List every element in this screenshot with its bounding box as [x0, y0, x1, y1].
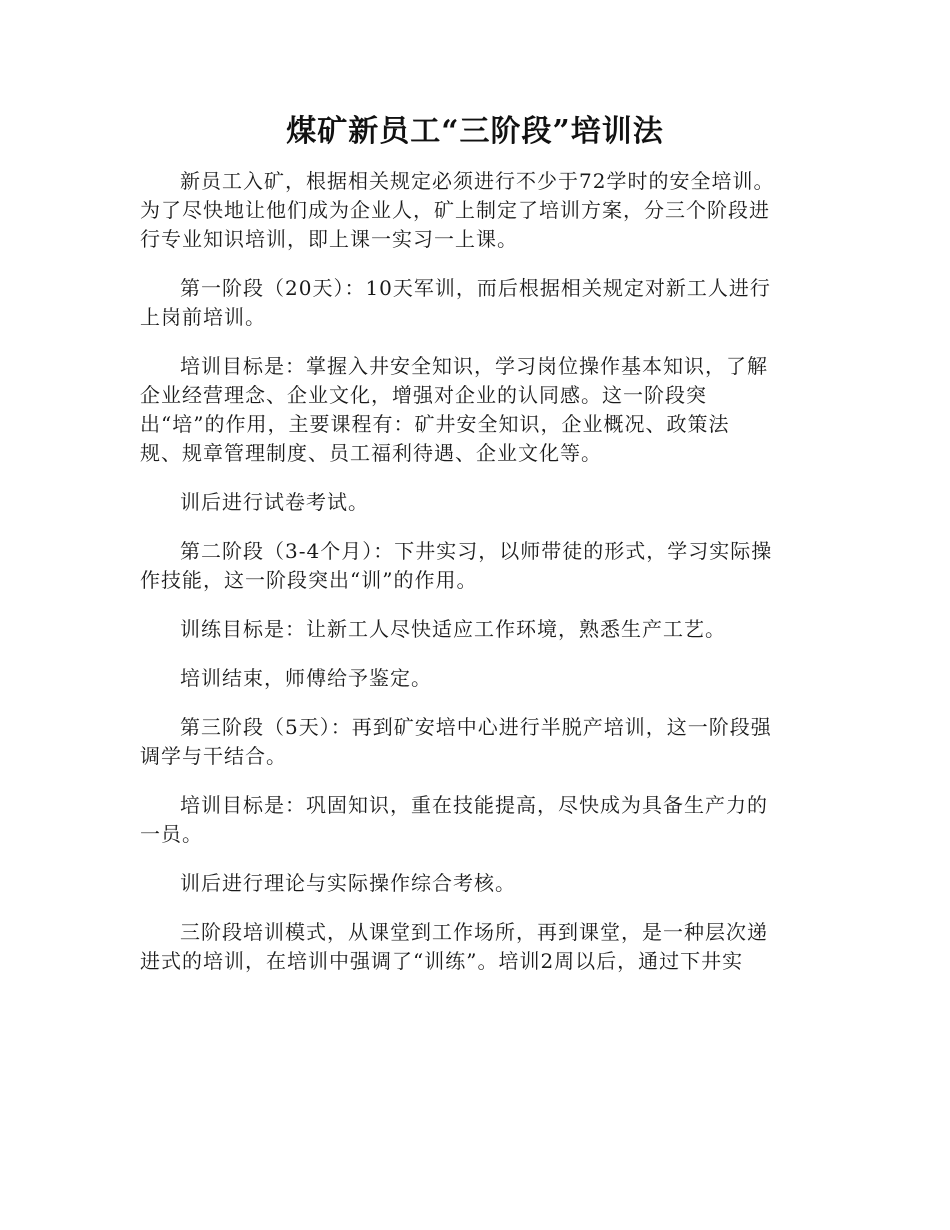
paragraph-line: 为了尽快地让他们成为企业人，矿上制定了培训方案，分三个阶段进: [140, 198, 770, 222]
page-title: 煤矿新员工“三阶段”培训法: [286, 114, 664, 149]
paragraph-line: 训练目标是：让新工人尽快适应工作环境，熟悉生产工艺。: [180, 617, 726, 641]
document-body: [140, 167, 820, 996]
paragraph-stage-one-goal: [140, 352, 820, 468]
paragraph-line: 三阶段培训模式，从课堂到工作场所，再到课堂，是一种层次递: [180, 920, 768, 944]
paragraph-stage-two-goal: [140, 615, 820, 644]
paragraph-line: 新员工入矿，根据相关规定必须进行不少于72学时的安全培训。: [180, 169, 775, 193]
paragraph-line: 第三阶段（5天）：再到矿安培中心进行半脱产培训，这一阶段强: [180, 715, 772, 739]
paragraph-intro: [140, 167, 820, 254]
paragraph-line: 规、规章管理制度、员工福利待遇、企业文化等。: [140, 441, 602, 465]
paragraph-line: 出“培”的作用，主要课程有：矿井安全知识，企业概况、政策法: [140, 412, 730, 436]
paragraph-stage-two: [140, 537, 820, 595]
paragraph-line: 训后进行理论与实际操作综合考核。: [180, 871, 516, 895]
paragraph-line: 第二阶段（3-4个月）：下井实习，以师带徒的形式，学习实际操: [180, 539, 773, 563]
paragraph-line: 训后进行试卷考试。: [180, 490, 369, 514]
paragraph-line: 进式的培训，在培训中强调了“训练”。培训2周以后，通过下井实: [140, 949, 744, 973]
paragraph-line: 企业经营理念、企业文化，增强对企业的认同感。这一阶段突: [140, 383, 707, 407]
paragraph-stage-three-goal: [140, 791, 820, 849]
paragraph-line: 调学与干结合。: [140, 744, 287, 768]
paragraph-line: 作技能，这一阶段突出“训”的作用。: [140, 568, 478, 592]
paragraph-line: 上岗前培训。: [140, 305, 266, 329]
paragraph-stage-one-exam: [140, 488, 820, 517]
paragraph-line: 培训目标是：掌握入井安全知识，学习岗位操作基本知识，了解: [180, 354, 768, 378]
paragraph-stage-three: [140, 713, 820, 771]
paragraph-stage-two-end: [140, 664, 820, 693]
paragraph-stage-three-exam: [140, 869, 820, 898]
paragraph-line: 培训结束，师傅给予鉴定。: [180, 666, 432, 690]
paragraph-line: 培训目标是：巩固知识，重在技能提高，尽快成为具备生产力的: [180, 793, 768, 817]
paragraph-line: 第一阶段（20天）：10天军训，而后根据相关规定对新工人进行: [180, 276, 771, 300]
paragraph-line: 一员。: [140, 822, 203, 846]
paragraph-line: 行专业知识培训，即上课一实习一上课。: [140, 227, 518, 251]
paragraph-stage-one: [140, 274, 820, 332]
paragraph-summary: [140, 918, 820, 976]
